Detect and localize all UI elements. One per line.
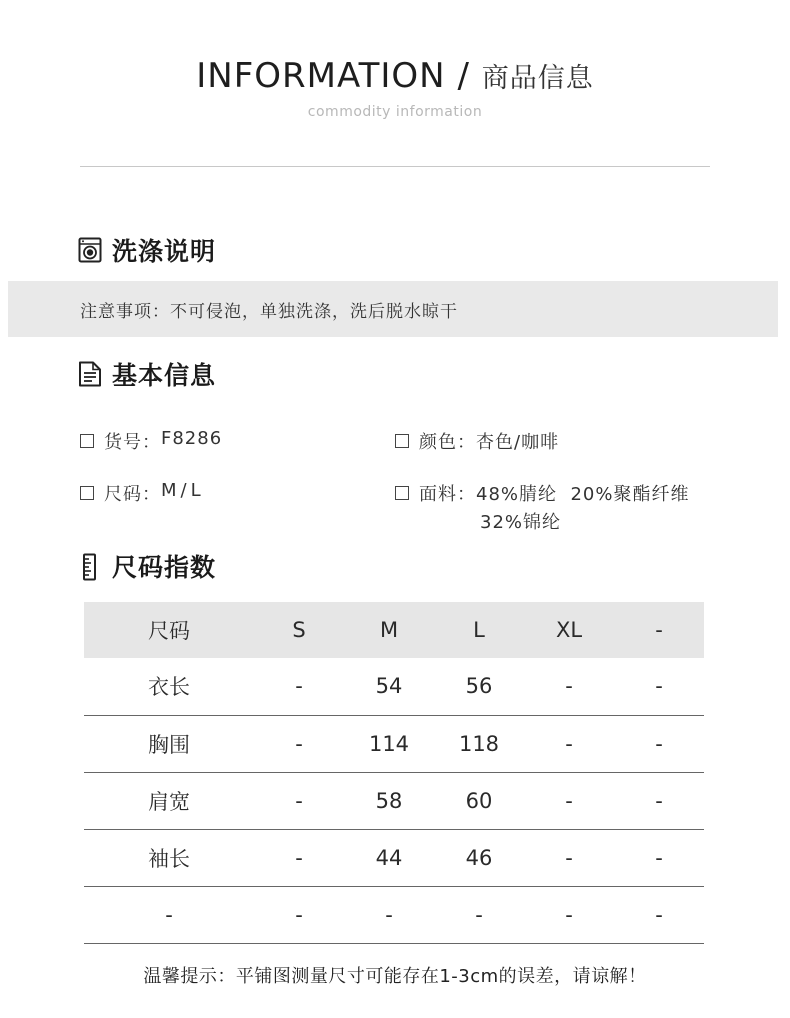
- table-cell: -: [295, 674, 303, 699]
- info-color: [395, 428, 559, 454]
- ruler-icon: [78, 553, 102, 579]
- table-row: [84, 886, 704, 943]
- washing-machine-icon: [78, 237, 102, 263]
- table-row: [84, 829, 704, 886]
- table-cell: -: [565, 674, 573, 699]
- fabric-label: 面料：: [419, 484, 476, 505]
- sku-value: F8286: [161, 428, 223, 449]
- title-cn: 商品信息: [481, 63, 594, 94]
- table-cell: -: [655, 674, 663, 699]
- table-cell: -: [295, 902, 303, 927]
- info-fabric: [395, 480, 689, 534]
- color-value: 杏色/咖啡: [476, 432, 560, 453]
- table-cell: 44: [375, 845, 403, 870]
- page-title: [0, 56, 790, 96]
- size-table: [84, 602, 704, 944]
- color-label: 颜色：: [419, 432, 476, 453]
- header-divider: [80, 166, 710, 167]
- table-cell: 118: [458, 731, 500, 756]
- size-chart-title: 尺码指数: [112, 553, 217, 582]
- title-separator: /: [457, 56, 470, 96]
- table-cell: 胸围: [148, 732, 190, 757]
- table-row: [84, 772, 704, 829]
- table-cell: 54: [375, 674, 403, 699]
- table-cell: -: [565, 902, 573, 927]
- basic-section-title: [78, 356, 216, 392]
- table-cell: -: [475, 902, 483, 927]
- table-header-cell: 尺码: [148, 619, 190, 643]
- table-cell: -: [165, 902, 173, 927]
- table-cell: -: [655, 902, 663, 927]
- table-row: [84, 658, 704, 715]
- size-section-title: [78, 548, 216, 584]
- table-cell: -: [295, 731, 303, 756]
- table-cell: 56: [465, 674, 493, 699]
- table-header-cell: L: [473, 618, 485, 642]
- table-header-cell: XL: [555, 618, 583, 642]
- table-header-row: [84, 602, 704, 658]
- table-cell: 114: [368, 731, 410, 756]
- table-header-cell: M: [379, 618, 399, 642]
- size-value: M/L: [161, 480, 205, 501]
- page-subtitle: commodity information: [307, 104, 483, 120]
- table-cell: 58: [375, 788, 403, 813]
- document-icon: [78, 361, 102, 387]
- footer-note: 温馨提示：平铺图测量尺寸可能存在1-3cm的误差，请谅解！: [143, 966, 647, 987]
- checkbox-icon: [80, 486, 94, 500]
- info-size: [80, 480, 205, 506]
- table-cell: -: [565, 731, 573, 756]
- table-cell: 衣长: [148, 675, 190, 700]
- table-cell: -: [655, 845, 663, 870]
- table-cell: 60: [465, 788, 493, 813]
- info-sku: [80, 428, 222, 454]
- table-cell: -: [385, 902, 393, 927]
- table-cell: -: [655, 731, 663, 756]
- wash-notice-bar: [8, 281, 778, 337]
- wash-section-title: [78, 232, 216, 268]
- wash-title: 洗涤说明: [112, 237, 217, 266]
- table-cell: 肩宽: [148, 789, 190, 814]
- fabric-line-1: 48%腈纶 20%聚酯纤维: [476, 484, 690, 505]
- table-cell: -: [565, 788, 573, 813]
- checkbox-icon: [80, 434, 94, 448]
- checkbox-icon: [395, 434, 409, 448]
- sku-label: 货号：: [104, 432, 161, 453]
- basic-title: 基本信息: [112, 361, 217, 390]
- table-cell: -: [295, 845, 303, 870]
- table-row: [84, 715, 704, 772]
- wash-notice-text: 注意事项：不可侵泡，单独洗涤，洗后脱水晾干: [80, 301, 458, 322]
- fabric-line-2: 32%锦纶: [480, 512, 562, 533]
- table-cell: -: [295, 788, 303, 813]
- table-cell: 袖长: [148, 846, 190, 871]
- table-header-cell: S: [292, 618, 306, 642]
- size-label: 尺码：: [104, 484, 161, 505]
- table-header-cell: -: [655, 618, 663, 642]
- table-cell: -: [565, 845, 573, 870]
- title-en: INFORMATION: [196, 56, 446, 96]
- checkbox-icon: [395, 486, 409, 500]
- table-cell: 46: [465, 845, 493, 870]
- page-header: [0, 56, 790, 120]
- table-cell: -: [655, 788, 663, 813]
